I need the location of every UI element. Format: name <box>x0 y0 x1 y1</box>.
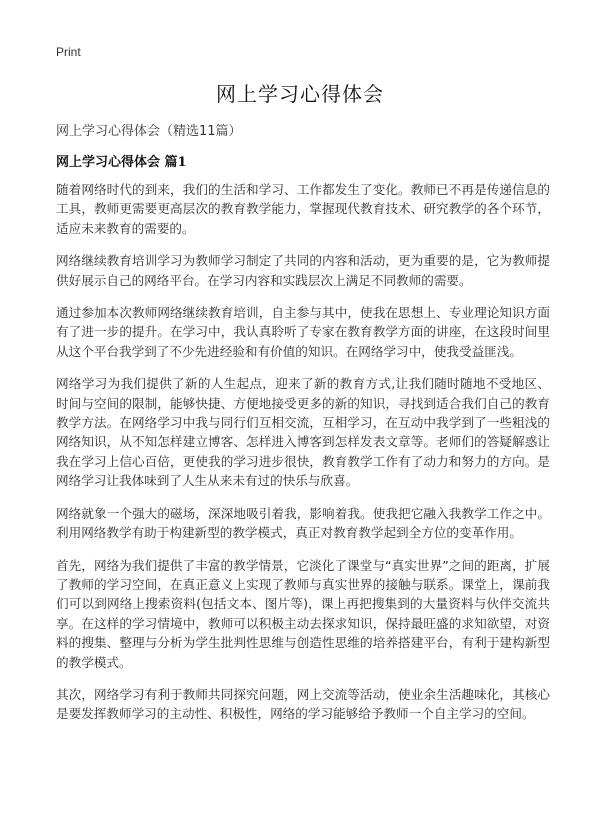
paragraph: 网络继续教育培训学习为教师学习制定了共同的内容和活动，更为重要的是，它为教师提供好展示自己的网络平台。在学习内容和实践层次上满足不同教师的需要。 <box>56 253 550 288</box>
paragraph: 网络学习为我们提供了新的人生起点，迎来了新的教育方式,让我们随时随地不受地区、时间与空间的限制，能够快捷、方便地接受更多的新的知识，寻找到适合我们自己的教育教学方法。在网络学习中我与同行们互相交流，互相学习，在互动中我学到了一些粗浅的网络知识，从不知怎样建立博客、怎样进入博客到怎样发表文章等。老师们的答疑解惑让我在学习上信心百倍，更使我的学习进步很快，教育教学工作有了动力和努力的方向。是网络学习让我体味到了人生从来未有过的快乐与欣喜。 <box>56 376 550 489</box>
document-subtitle: 网上学习心得体会（精选11篇） <box>56 124 242 139</box>
page-title: 网上学习心得体会 <box>216 82 384 106</box>
article-body <box>56 180 550 737</box>
paragraph: 其次，网络学习有利于教师共同探究问题，网上交流等活动，使业余生活趣味化，其核心是要发挥教师学习的主动性、积极性，网络的学习能够给予教师一个自主学习的空间。 <box>56 686 550 722</box>
paragraph: 网络就象一个强大的磁场，深深地吸引着我，影响着我。使我把它融入我教学工作之中。利用网络教学有助于构建新型的教学模式，真正对教育教学起到全方位的变革作用。 <box>56 505 550 541</box>
print-link[interactable]: Print <box>56 45 81 59</box>
paragraph: 随着网络时代的到来，我们的生活和学习、工作都发生了变化。教师已不再是传递信息的工具，教师更需要更高层次的教育教学能力，掌握现代教育技术、研究教学的各个环节，适应未来教育的需要的。 <box>56 182 550 236</box>
paragraph: 通过参加本次教师网络继续教育培训，自主参与其中，使我在思想上、专业理论知识方面有了进一步的提升。在学习中，我认真聆听了专家在教育教学方面的讲座，在这段时间里 从这个平台我学到了不少先进经验和有价值的知识。在网络学习中，使我受益匪浅。 <box>56 305 550 359</box>
section-heading: 网上学习心得体会 篇1 <box>56 155 187 170</box>
paragraph: 首先，网络为我们提供了丰富的教学情景，它淡化了课堂与“真实世界”之间的距离，扩展了教师的学习空间，在真正意义上实现了教师与真实世界的接触与联系。课堂上，课前我们可以到网络上搜索资料(包括文本、图片等)，课上再把搜集到的大量资料与伙伴交流共享。在这样的学习情境中，教师可以积极主动去探求知识，保持最旺盛的求知欲望，对资料的搜集、整理与分析为学生批判性思维与创造性思维的培养搭建平台，有利于建构新型的教学模式。 <box>56 557 550 670</box>
